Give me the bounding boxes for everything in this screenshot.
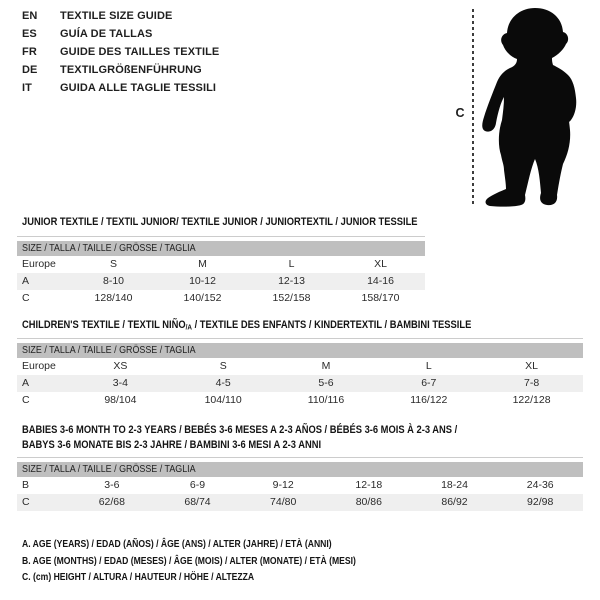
table-row <box>17 392 583 409</box>
table-row <box>17 477 583 494</box>
section-title-line2: BABYS 3-6 MONATE BIS 2-3 JAHRE / BAMBINI 3-6 MESI A 2-3 ANNI <box>22 439 322 451</box>
table-cell: 92/98 <box>527 496 554 508</box>
table-cell: 3-6 <box>104 479 120 491</box>
table-cell: XL <box>374 258 387 270</box>
table-row <box>17 494 583 511</box>
babies-size-table <box>17 457 583 511</box>
language-row-de <box>22 61 219 79</box>
height-measure-label: C <box>455 106 465 120</box>
table-cell: XS <box>113 360 128 372</box>
size-header-text: SIZE / TALLA / TAILLE / GRÖSSE / TAGLIA <box>22 344 196 356</box>
section-title-text: / TEXTILE DES ENFANTS / KINDERTEXTIL / BAMBINI TESSILE <box>191 319 472 331</box>
section-title-babies <box>22 423 457 453</box>
language-title: TEXTILE SIZE GUIDE <box>60 10 173 22</box>
language-row-it <box>22 79 219 97</box>
section-title-junior: JUNIOR TEXTILE / TEXTIL JUNIOR/ TEXTILE JUNIOR / JUNIORTEXTIL / JUNIOR TESSILE <box>22 216 418 228</box>
table-cell: 7-8 <box>523 377 540 389</box>
table-row <box>17 358 583 375</box>
table-row <box>17 290 425 307</box>
language-title-list <box>22 7 219 97</box>
junior-size-table <box>17 236 425 307</box>
table-cell: 24-36 <box>526 479 554 491</box>
language-row-en <box>22 7 219 25</box>
table-cell: 3-4 <box>112 377 128 389</box>
table-cell: 68/74 <box>184 496 211 508</box>
height-measure-dotted-line <box>472 9 474 207</box>
table-cell: 116/122 <box>410 394 448 406</box>
size-header-text: SIZE / TALLA / TAILLE / GRÖSSE / TAGLIA <box>22 242 196 254</box>
language-code: EN <box>22 10 38 22</box>
table-cell: 110/116 <box>307 394 345 406</box>
table-top-rule <box>17 338 583 339</box>
language-title: GUIDE DES TAILLES TEXTILE <box>60 46 220 58</box>
table-cell: 10-12 <box>189 275 216 287</box>
table-top-rule <box>17 457 583 458</box>
table-cell: L <box>288 258 295 270</box>
section-title-line1: BABIES 3-6 MONTH TO 2-3 YEARS / BEBÉS 3-6 MESES A 2-3 AÑOS / BÉBÉS 3-6 MOIS À 2-3 ANS / <box>22 424 458 436</box>
row-label: C <box>22 496 30 508</box>
language-title: GUIDA ALLE TAGLIE TESSILI <box>60 82 217 94</box>
table-row <box>17 256 425 273</box>
size-header-bar <box>17 462 583 477</box>
language-title: GUÍA DE TALLAS <box>60 28 153 40</box>
table-cell: 158/170 <box>361 292 400 304</box>
section-title-subscript: /A <box>185 322 192 332</box>
footnotes <box>22 536 429 586</box>
toddler-silhouette-icon <box>478 2 598 212</box>
footnote-c: C. (cm) HEIGHT / ALTURA / HAUTEUR / HÖHE / ALTEZZA <box>22 571 255 583</box>
children-size-table <box>17 338 583 409</box>
table-cell: S <box>109 258 117 270</box>
table-cell: 14-16 <box>367 275 394 287</box>
size-header-bar <box>17 241 425 256</box>
table-cell: 62/68 <box>98 496 125 508</box>
language-row-es <box>22 25 219 43</box>
table-cell: 9-12 <box>272 479 294 491</box>
section-title-text: CHILDREN'S TEXTILE / TEXTIL NIÑO <box>22 319 186 331</box>
table-cell: 98/104 <box>104 394 137 406</box>
table-cell: XL <box>525 360 538 372</box>
language-code: DE <box>22 64 38 76</box>
footnote-b: B. AGE (MONTHS) / EDAD (MESES) / ÂGE (MOIS) / ALTER (MONATE) / ETÀ (MESI) <box>22 554 356 567</box>
language-row-fr <box>22 43 219 61</box>
table-cell: 86/92 <box>441 496 468 508</box>
table-top-rule <box>17 236 425 237</box>
table-cell: 12-13 <box>278 275 305 287</box>
table-cell: 5-6 <box>318 377 334 389</box>
table-cell: 6-9 <box>189 479 206 491</box>
table-cell: 4-5 <box>215 377 231 389</box>
row-label: B <box>22 479 30 491</box>
row-label: A <box>22 377 30 389</box>
table-cell: L <box>425 360 432 372</box>
row-label: C <box>22 394 30 406</box>
table-cell: 104/110 <box>204 394 242 406</box>
language-code: IT <box>22 82 32 94</box>
table-cell: M <box>321 360 331 372</box>
row-label: Europe <box>22 258 56 270</box>
language-code: ES <box>22 28 37 40</box>
row-label: A <box>22 275 30 287</box>
table-cell: 8-10 <box>102 275 124 287</box>
table-cell: 152/158 <box>272 292 311 304</box>
row-label: Europe <box>22 360 56 372</box>
footnote-a: A. AGE (YEARS) / EDAD (AÑOS) / ÂGE (ANS) / ALTER (JAHRE) / ETÀ (ANNI) <box>22 538 332 550</box>
table-cell: 80/86 <box>355 496 382 508</box>
table-cell: 6-7 <box>421 377 437 389</box>
section-title-children <box>22 319 471 334</box>
row-label: C <box>22 292 30 304</box>
table-cell: 140/152 <box>183 292 222 304</box>
table-cell: 18-24 <box>441 479 468 491</box>
size-header-bar <box>17 343 583 358</box>
table-cell: 74/80 <box>270 496 297 508</box>
table-cell: 12-18 <box>355 479 383 491</box>
size-header-text: SIZE / TALLA / TAILLE / GRÖSSE / TAGLIA <box>22 463 196 475</box>
table-cell: 128/140 <box>94 292 133 304</box>
table-cell: M <box>198 258 207 270</box>
table-row <box>17 375 583 392</box>
language-code: FR <box>22 46 37 58</box>
language-title: TEXTILGRÖßENFÜHRUNG <box>60 64 202 76</box>
table-row <box>17 273 425 290</box>
table-cell: S <box>219 360 227 372</box>
table-cell: 122/128 <box>512 394 551 406</box>
